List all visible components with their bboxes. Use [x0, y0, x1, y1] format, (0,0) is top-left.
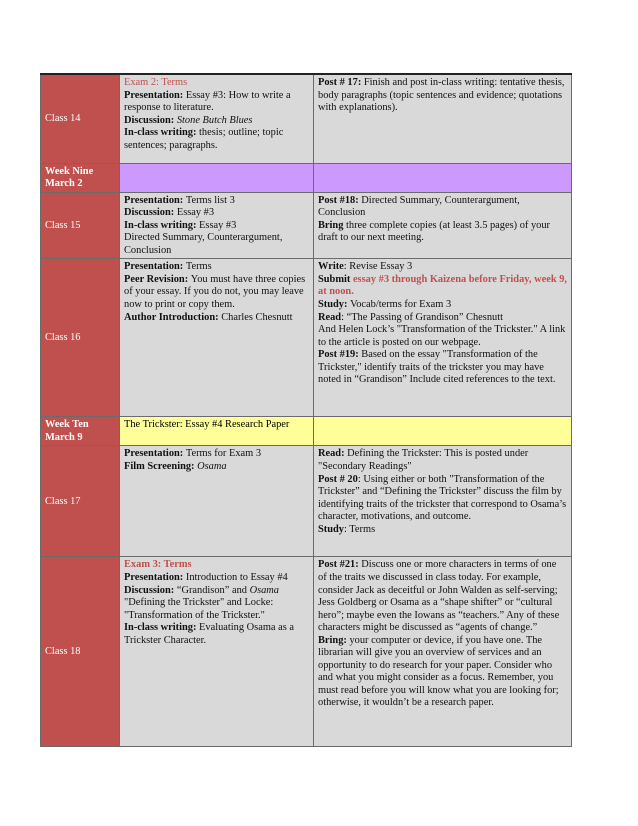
text-run: Presentation: — [124, 571, 186, 583]
cell-paragraph — [318, 261, 567, 274]
cell-paragraph — [318, 524, 567, 537]
text-run: : Terms — [344, 523, 376, 535]
text-run: Osama — [249, 584, 280, 596]
text-run: Based on the essay "Transformation of the Trickster," identify traits of the trickster you may have noted in “Grandison” Include cited references to the text. — [318, 349, 556, 386]
class-activities — [120, 192, 314, 259]
cell-paragraph — [318, 474, 567, 524]
class-label: Class 18 — [41, 557, 120, 747]
text-run: Post #19: — [318, 349, 362, 361]
text-run: Finish and post in-class writing: tentative thesis, body paragraphs (topic sentences and evidence; quotations with explanations). — [318, 77, 565, 114]
class-row — [41, 446, 572, 557]
class-label: Class 17 — [41, 446, 120, 557]
text-run: Author Introduction: — [124, 311, 222, 323]
class-assignments — [314, 557, 572, 747]
text-run: In-class writing: — [124, 622, 200, 634]
class-row — [41, 74, 572, 163]
schedule-table — [40, 73, 572, 747]
week-topic: The Trickster: Essay #4 Research Paper — [120, 417, 314, 446]
text-run: three complete copies (at least 3.5 pages) of your draft to our next meeting. — [318, 219, 550, 244]
class-label: Class 15 — [41, 192, 120, 259]
text-run: Bring — [318, 219, 347, 231]
text-run: Terms list 3 — [185, 194, 235, 206]
class-label: Class 14 — [41, 74, 120, 163]
cell-paragraph — [318, 635, 567, 710]
cell-paragraph — [124, 261, 309, 274]
cell-paragraph — [124, 232, 309, 257]
text-run: Essay #3: How to write a response to literature. — [124, 89, 291, 114]
class-row — [41, 192, 572, 259]
week-notes — [314, 163, 572, 192]
week-notes — [314, 417, 572, 446]
cell-paragraph — [124, 585, 309, 598]
week-label — [41, 163, 120, 192]
text-run: : “The Passing of Grandison” Chesnutt — [341, 311, 503, 323]
text-run: Discussion: — [124, 114, 177, 126]
cell-paragraph — [124, 274, 309, 312]
cell-paragraph — [124, 448, 309, 461]
class-activities — [120, 259, 314, 417]
text-run: "Defining the Trickster" and Locke: "Transformation of the Trickster." — [124, 597, 274, 621]
text-run: your computer or device, if you have one. The librarian will give you an overview of services and an opportunity to do research for your paper. Consider who and what you might consider as a focus. Remember, you must read before you will know what you are looking for; otherwise, it wouldn’t be a research paper. — [318, 634, 559, 709]
text-run: You must have three copies of your essay. If you do not, you may leave now to print or copy them. — [124, 273, 306, 310]
text-run: And Helen Lock’s "Transformation of the Trickster." A link to the article is posted on our webpage. — [318, 324, 566, 348]
week-topic — [120, 163, 314, 192]
cell-paragraph — [124, 220, 309, 233]
week-label — [41, 417, 120, 446]
text-run: Vocab/terms for Exam 3 — [350, 298, 452, 310]
cell-paragraph — [124, 461, 309, 474]
class-assignments — [314, 74, 572, 163]
cell-paragraph — [124, 115, 309, 128]
text-run: Film Screening: — [124, 460, 198, 472]
class-activities — [120, 74, 314, 163]
cell-paragraph — [124, 559, 309, 572]
text-run: Exam 2: — [124, 77, 162, 88]
text-run: Stone Butch Blues — [176, 114, 253, 126]
text-run: Submit — [318, 273, 353, 285]
cell-paragraph — [124, 127, 309, 152]
cell-paragraph — [124, 622, 309, 647]
text-run: Post # 17: — [318, 77, 364, 88]
cell-paragraph — [124, 90, 309, 115]
text-run: Presentation: — [124, 448, 186, 460]
text-run: In-class writing: — [124, 127, 200, 139]
class-row — [41, 557, 572, 747]
cell-paragraph — [318, 274, 567, 299]
text-run: Directed Summary, Counterargument, Conclusion — [318, 194, 520, 219]
text-run: Read — [318, 311, 342, 323]
week-date: March 9 — [45, 431, 83, 443]
week-name: Week Ten — [45, 419, 89, 431]
text-run: Presentation: — [124, 261, 186, 273]
text-run: essay #3 through Kaizena before Friday, week 9, at noon. — [318, 273, 567, 298]
cell-paragraph — [318, 77, 567, 115]
text-run: Read: — [318, 448, 348, 460]
cell-paragraph — [124, 597, 309, 622]
text-run: thesis; outline; topic sentences; paragraphs. — [124, 127, 284, 151]
text-run: Write — [318, 261, 344, 273]
text-run: Defining the Trickster: This is posted under "Secondary Readings" — [318, 448, 529, 472]
cell-paragraph — [124, 77, 309, 90]
text-run: Presentation: — [124, 194, 186, 206]
cell-paragraph — [318, 448, 567, 473]
class-row — [41, 259, 572, 417]
week-date: March 2 — [45, 178, 83, 190]
cell-paragraph — [318, 324, 567, 349]
text-run: Presentation: — [124, 89, 186, 101]
cell-paragraph — [124, 195, 309, 208]
cell-paragraph — [124, 207, 309, 220]
text-run: : Using either or both "Transformation of the Trickster” and “Defining the Trickster” discuss the film by identifying traits of the trickster that correspond to Osama’s character, motivations, and outcome. — [318, 473, 567, 523]
cell-paragraph — [318, 312, 567, 325]
text-run: Discuss one or more characters in terms of one of the traits we discussed in class today. For example, consider Jack as deceitful or John Walden as self-serving; Jess Goldberg or Osama as a “shape shifter” or “cultural hero”; maybe even the Iowans as “teachers.” Any of these characters might be discussed as “agents of change.” — [318, 559, 560, 634]
text-run: Peer Revision: — [124, 273, 191, 285]
text-run: Terms for Exam 3 — [185, 448, 262, 460]
text-run: Post # 20 — [318, 473, 358, 485]
text-run: Discussion: — [124, 207, 177, 219]
cell-paragraph — [124, 572, 309, 585]
text-run: Essay #3 — [199, 219, 237, 231]
text-run: Directed Summary, Counterargument, Conclusion — [124, 232, 283, 256]
text-run: Essay #3 — [176, 207, 215, 219]
text-run: Osama — [197, 460, 227, 472]
text-run: Post #21: — [318, 559, 362, 571]
text-run: Evaluating Osama as a Trickster Character. — [124, 622, 294, 646]
week-name: Week Nine — [45, 165, 94, 177]
text-run: In-class writing: — [124, 219, 200, 231]
text-run: Terms — [185, 261, 212, 273]
text-run: “Grandison” and — [176, 584, 250, 596]
text-run: Post #18: — [318, 194, 362, 206]
cell-paragraph — [318, 299, 567, 312]
class-activities — [120, 557, 314, 747]
text-run: Study: — [318, 298, 351, 310]
class-assignments — [314, 446, 572, 557]
cell-paragraph — [318, 220, 567, 245]
cell-paragraph — [318, 559, 567, 634]
class-activities — [120, 446, 314, 557]
text-run: Terms — [161, 77, 188, 88]
class-assignments — [314, 259, 572, 417]
text-run: Exam 3: Terms — [124, 559, 192, 571]
cell-paragraph — [318, 195, 567, 220]
class-assignments — [314, 192, 572, 259]
class-label: Class 16 — [41, 259, 120, 417]
text-run: Bring: — [318, 634, 350, 646]
text-run: Discussion: — [124, 584, 177, 596]
cell-paragraph — [318, 349, 567, 387]
text-run: : Revise Essay 3 — [343, 261, 413, 273]
text-run: Introduction to Essay #4 — [185, 571, 288, 583]
week-row — [41, 417, 572, 446]
cell-paragraph — [124, 312, 309, 325]
text-run: Charles Chesnutt — [221, 311, 293, 323]
week-row — [41, 163, 572, 192]
text-run: Study — [318, 523, 344, 535]
